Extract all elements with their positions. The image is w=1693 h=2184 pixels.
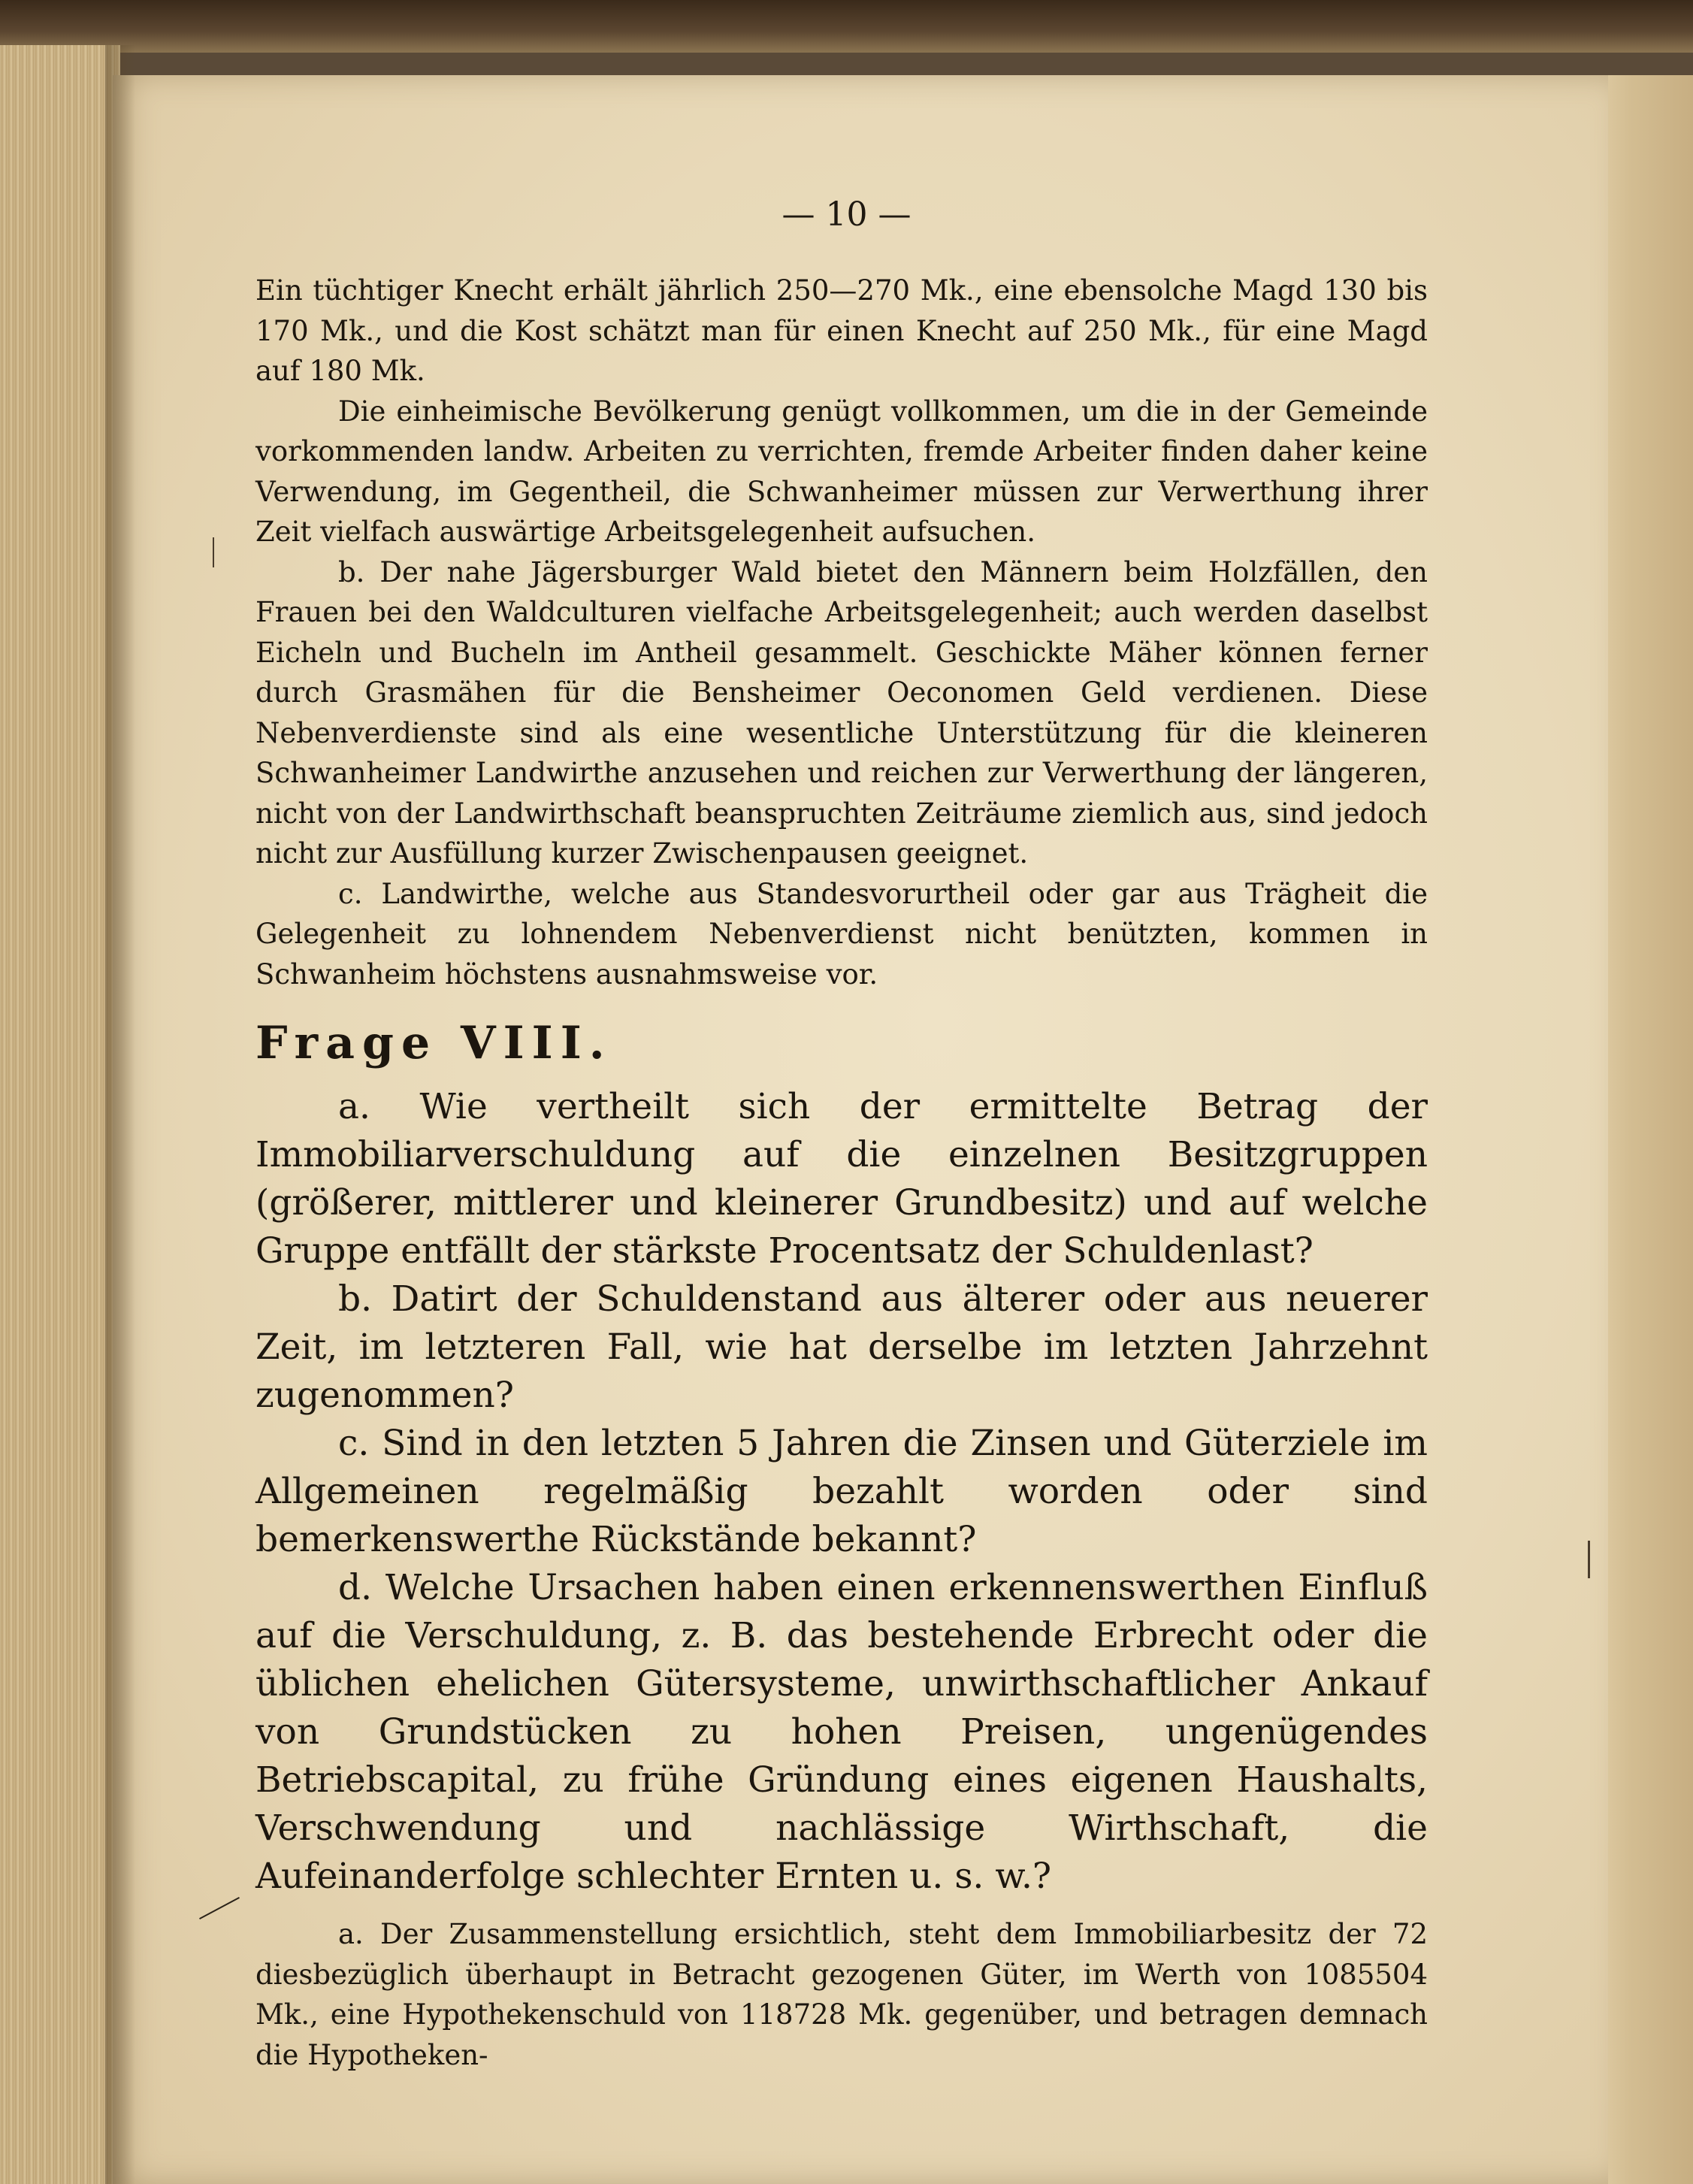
question-d: d. Welche Ursachen haben einen erkennenswerthen Einfluß auf die Verschuldung, z. B. das bestehende Erbrecht oder die üblichen ehelichen Gütersysteme, unwirthschaftlicher Ankauf von Grundstücken zu hohen Preisen, ungenügendes Betriebscapital, zu frühe Gründung eines eigenen Haushalts, Verschwendung und nachlässige Wirthschaft, die Aufeinanderfolge schlechter Ernten u. s. w.? [255, 1567, 1428, 1897]
answer-a: a. Der Zusammenstellung ersichtlich, steht dem Immobiliarbesitz der 72 diesbezüglich überhaupt in Betracht gezogenen Güter, im Werth von 1085504 Mk., eine Hypothekenschuld von 118728 Mk. gegenüber, und betragen demnach die Hypotheken- [255, 1918, 1428, 2071]
right-margin-mark [1588, 1541, 1590, 1578]
page-text [255, 271, 1428, 2075]
question-a: a. Wie vertheilt sich der ermittelte Betrag der Immobiliarverschuldung auf die einzelnen Besitzgruppen (größerer, mittlerer und kleinerer Grundbesitz) und auf welche Gruppe entfällt der stärkste Procentsatz der Schuldenlast? [255, 1086, 1428, 1272]
spine-shadow [105, 45, 135, 2184]
paragraph-c-farmers: c. Landwirthe, welche aus Standesvorurtheil oder gar aus Trägheit die Gelegenheit zu lohnendem Nebenverdienst nicht benützten, kommen in Schwanheim höchstens ausnahmsweise vor. [255, 877, 1428, 991]
page-number: — 10 — [782, 195, 911, 234]
section-heading: Frage VIII. [255, 1017, 612, 1069]
question-c: c. Sind in den letzten 5 Jahren die Zinsen und Güterziele im Allgemeinen regelmäßig bezahlt worden oder sind bemerkenswerthe Rückstände bekannt? [255, 1423, 1428, 1560]
paragraph-wages: Ein tüchtiger Knecht erhält jährlich 250—270 Mk., eine ebensolche Magd 130 bis 170 Mk., und die Kost schätzt man für einen Knecht auf 250 Mk., für eine Magd auf 180 Mk. [255, 274, 1428, 387]
left-page-edges [0, 45, 120, 2184]
margin-pencil-mark [213, 537, 214, 567]
paragraph-population: Die einheimische Bevölkerung genügt vollkommen, um die in der Gemeinde vorkommenden landw. Arbeiten zu verrichten, fremde Arbeiter finden daher keine Verwendung, im Gegentheil, die Schwanheimer müssen zur Verwerthung ihrer Zeit vielfach auswärtige Arbeitsgelegenheit aufsuchen. [255, 395, 1428, 548]
question-b: b. Datirt der Schuldenstand aus älterer oder aus neuerer Zeit, im letzteren Fall, wie hat derselbe im letzten Jahrzehnt zugenommen? [255, 1278, 1428, 1416]
book-cover-edge [0, 0, 1693, 53]
paragraph-b-side-income: b. Der nahe Jägersburger Wald bietet den Männern beim Holzfällen, den Frauen bei den Waldculturen vielfache Arbeitsgelegenheit; auch werden daselbst Eicheln und Bucheln im Antheil gesammelt. Geschickte Mäher können ferner durch Grasmähen für die Bensheimer Oeconomen Geld verdienen. Diese Nebenverdienste sind als eine wesentliche Unterstützung für die kleineren Schwanheimer Landwirthe anzusehen und reichen zur Verwerthung der längeren, nicht von der Landwirthschaft beanspruchten Zeiträume ziemlich aus, sind jedoch nicht zur Ausfüllung kurzer Zwischenpausen geeignet. [255, 555, 1428, 870]
